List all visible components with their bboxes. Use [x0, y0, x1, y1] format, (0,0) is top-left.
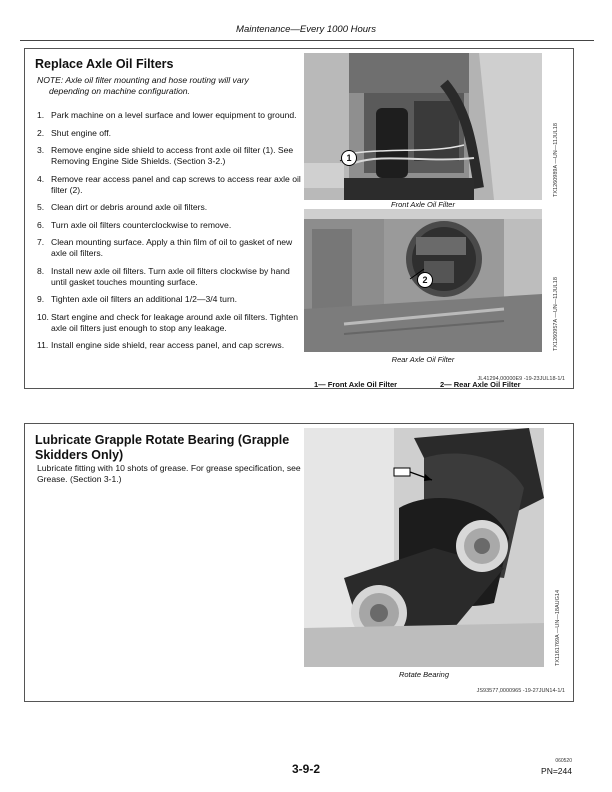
image-caption: Front Axle Oil Filter [391, 200, 455, 209]
step-number: 10. [37, 311, 49, 322]
step-text: Install engine side shield, rear access panel, and cap screws. [51, 340, 285, 350]
step-text: Tighten axle oil filters an additional 1/2—3/4 turn. [51, 294, 237, 304]
reference-code: JL41294,00000E9 -19-23JUL18-1/1 [477, 376, 565, 382]
step-item [37, 340, 307, 351]
callout-1: 1 [341, 150, 357, 166]
rotate-bearing-photo [304, 428, 544, 667]
step-text: Park machine on a level surface and lower equipment to ground. [51, 110, 297, 120]
rotate-bearing-illustration [304, 428, 544, 667]
step-number: 4. [37, 173, 45, 184]
step-item [37, 237, 307, 259]
front-axle-oil-filter-illustration [304, 53, 542, 200]
section-title: Lubricate Grapple Rotate Bearing (Grapple Skidders Only) [35, 433, 290, 462]
image-code: TX1161769A —UN—18AUG14 [555, 589, 561, 666]
image-code: TX1260989A —UN—11JUL18 [553, 123, 559, 197]
step-number: 8. [37, 265, 45, 276]
step-text: Clean mounting surface. Apply a thin film of oil to gasket of new axle oil filters. [51, 237, 293, 258]
legend-item: 1— Front Axle Oil Filter [314, 380, 398, 389]
rear-axle-oil-filter-photo [304, 209, 542, 352]
note-line: depending on machine configuration. [49, 86, 190, 96]
reference-code: JS93577,0000965 -19-27JUN14-1/1 [476, 688, 565, 694]
step-item [37, 220, 307, 231]
note-line: NOTE: Axle oil filter mounting and hose routing will vary [37, 75, 249, 85]
footer-small-code: 060520 [555, 758, 572, 764]
step-number: 7. [37, 237, 45, 247]
step-number: 5. [37, 202, 45, 212]
legend-item: 2— Rear Axle Oil Filter [440, 380, 521, 389]
step-text: Remove rear access panel and cap screws to access rear axle oil filter (2). [51, 173, 301, 195]
image-caption: Rear Axle Oil Filter [391, 355, 455, 364]
note [37, 75, 305, 97]
section-lubricate-grapple-rotate-bearing [24, 423, 574, 702]
image-code: TX1260957A —UN—11JUL18 [553, 277, 559, 351]
front-axle-oil-filter-photo [304, 53, 542, 200]
step-number: 1. [37, 110, 45, 120]
step-text: Shut engine off. [51, 127, 112, 138]
pn-label: PN=244 [541, 766, 572, 776]
page-number: 3-9-2 [291, 762, 320, 776]
step-number: 11. [37, 340, 49, 350]
step-text: Remove engine side shield to access front axle oil filter (1). See Removing Engine Side Shields. (Section 3-2.) [51, 145, 294, 166]
callout-2: 2 [417, 272, 433, 288]
step-item [37, 128, 307, 139]
step-number: 9. [37, 294, 45, 304]
step-item [37, 312, 307, 334]
step-text: Install new axle oil filters. Turn axle oil filters clockwise by hand until gasket touches mounting surface. [51, 265, 290, 287]
step-number: 2. [37, 127, 45, 138]
step-item [37, 110, 307, 121]
step-text: Turn axle oil filters counterclockwise to remove. [51, 219, 232, 230]
step-item [37, 266, 307, 288]
step-item [37, 294, 307, 305]
body-text: Lubricate fitting with 10 shots of grease. For grease specification, see Grease. (Section 3-1.) [37, 463, 301, 484]
image-caption: Rotate Bearing [398, 670, 450, 679]
page-header: Maintenance—Every 1000 Hours [236, 24, 376, 35]
step-list [37, 110, 307, 358]
section-title: Replace Axle Oil Filters [35, 57, 174, 71]
step-item [37, 202, 307, 213]
step-number: 6. [37, 219, 45, 230]
section-replace-axle-oil-filters [24, 48, 574, 389]
step-number: 3. [37, 145, 45, 155]
header-rule [20, 40, 594, 41]
step-item [37, 145, 307, 167]
step-text: Clean dirt or debris around axle oil filters. [51, 202, 208, 212]
step-text: Start engine and check for leakage around axle oil filters. Tighten axle oil filters just enough to stop any leakage. [51, 311, 298, 333]
step-item [37, 174, 307, 196]
